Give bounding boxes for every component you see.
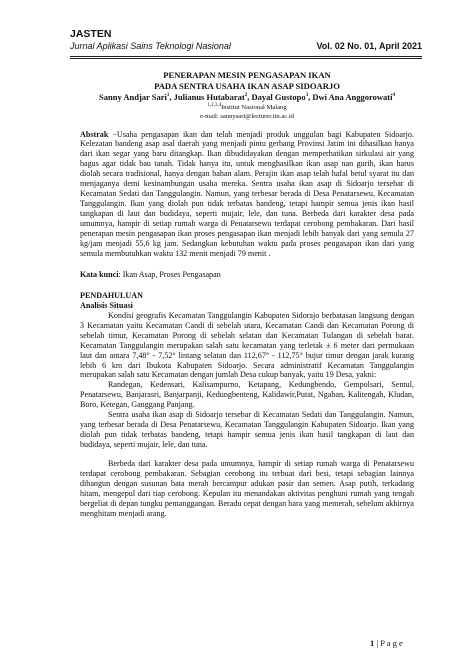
author-name: Sanny Andjar Sari xyxy=(99,91,167,102)
affiliation-name: Institut Nasional Malang xyxy=(221,104,287,112)
corresponding-email: e-mail: sannysari@lecturer.itn.ac.id xyxy=(200,112,294,120)
affiliation xyxy=(80,102,414,112)
page-label: | P a g e xyxy=(374,638,403,648)
keywords-label: Kata kunci xyxy=(80,269,119,279)
paragraph-gap xyxy=(80,450,414,459)
author-name: Julianus Hutabarat xyxy=(173,91,245,102)
author-separator: , xyxy=(247,91,252,102)
abstract-text: −Usaha pengasapan ikan dan telah menjadi produk unggulan bagi Kabupaten Sidoarjo. Kelezatan bandeng asap asal daerah yang menjadi pintu gerbang Provinsi Jatim ini dihasilkan hanya dari ikan segar yang baru ditangkap. Ikan dibudidayakan dengan memperhatikan sirkulasi air yang bagus agar tidak bau tanah. Tidak hanya itu, untuk menghasilkan ikan asap nan gurih, ikan harus diolah secara tradisional, hanya dengan bahan alam. Perajin ikan asap telah hafal betul syarat itu dan menjaganya demi kesinambungan usaha mereka. Sentra usaha ikan asap di Sidoarjo tersebar di Kecamatan Sedati dan Tanggulangin. Namun, yang terbesar berada di Desa Penatarsewu, Kecamatan Tanggulangin. Ikan yang diolah pun tidak terbatas bandeng, tetapi hampir semua jenis ikan hasil tangkapan di laut dan budidaya, seperti mujair, lele, dan tuna. Berbeda dari karakter desa pada umumnya, hampir di setiap rumah warga di Penatarsewu terdapat cerobong pembakaran. Dari hasil penerapan mesin pengasapan ikan proses pengasapan ikan menjadi lebih banyak dari yang semula 27 kg/jam menjadi 55,6 kg jam. Sedangkan kebutuhan waktu pada proses pengasapan ikan dari yang semula membutuhkan waktu 132 menit menjadi 79 menit . xyxy=(80,129,414,258)
author-list xyxy=(80,91,414,102)
subsection-heading: Analisis Situasi xyxy=(80,300,133,310)
body-paragraph: Kondisi geografis Kecamatan Tanggulangin Kabupaten Sidorajo berbatasan langsung dengan 3 Kecamatan yaitu Kecamatan Candi di sebelah utara, Kecamatan Candi dan Kecamatan Porong di sebelah timur, Kecamatan Porong di sebelah selatan dan Kecamatan Tulangan di sebelah barat. Kecamatan Tanggulangin merupakan salah satu kecamatan yang terletak ± 6 meter dari permukaan laut dan antara 7,48° - 7,52° lintang selatan dan 112,67° - 112,75° bujur timur dengan jarak kurang lebih 6 km dari Ibukota Kabupaten Sidoarjo. Secara administratif Kecamatan Tanggulangin merupakan salah satu Kecamatan dengan jumlah Desa cukup banyak, yaitu 19 Desa, yakni: xyxy=(80,310,414,380)
author-separator: , xyxy=(169,91,174,102)
section-heading: PENDAHULUAN xyxy=(80,290,143,300)
header-rule-bottom xyxy=(70,58,422,59)
journal-subtitle-row xyxy=(70,40,422,52)
author-affil-mark: 4 xyxy=(392,93,395,98)
affiliation-mark: 1,2,3,4 xyxy=(207,103,222,109)
abstract xyxy=(80,130,414,259)
journal-name: JASTEN xyxy=(70,28,112,40)
abstract-label: Abstrak xyxy=(80,129,109,139)
header-rule-top xyxy=(70,56,422,57)
author-affil-mark: 3 xyxy=(305,93,309,98)
journal-header xyxy=(70,28,422,52)
village-list-paragraph: Randegan, Kedensari, Kalisampurno, Ketapang, Kedungbendo, Gempolsari, Sentul, Penatarsewu, Banjarasri, Banjarpanji, Kedungbenteng, Kalidawir,Putat, Ngaban, Kalitengah, Kludan, Boro, Ketegan, Ganggang Panjang. xyxy=(80,380,414,410)
body-paragraph: Berbeda dari karakter desa pada umumnya, hampir di setiap rumah warga di Penatarsewu terdapat cerobong pembakaran. Sebagian cerobong itu terbuat dari besi, tetapi sebagian lainnya dibangun dengan susunan bata merah bercampur adukan pasir dan semen. Asap putih, terkadang hitam, mengepul dari tiap cerobong. Kepulan itu menandakan aktivitas penghuni rumah yang tengah bergeliat di depan tungku pemanggangan. Beradu cepat dengan bara yang memerah, sebelum akhirnya menghitam menjadi arang. xyxy=(80,459,414,518)
author-affil-mark: 2 xyxy=(244,93,248,98)
author-name: Dayal Gustopo xyxy=(251,91,306,102)
author-name: Dwi Ana Anggorowati xyxy=(312,91,393,102)
journal-volume: Vol. 02 No. 01, April 2021 xyxy=(316,41,422,51)
keywords-text: : Ikan Asap, Proses Pengasapan xyxy=(118,269,221,279)
author-separator: , xyxy=(308,91,313,102)
keywords xyxy=(80,270,414,280)
article-content xyxy=(80,70,414,519)
body-paragraph: Sentra usaha ikan asap di Sidoarjo tersebar di Kecamatan Sedati dan Tanggulangin. Namun, yang terbesar berada di Desa Penatarsewu, Kecamatan Tanggulangin Kabupaten Sidoarjo. Ikan yang diolah pun tidak terbatas bandeng, tetapi hampir semua jenis ikan hasil tangkapan di laut dan budidaya, seperti mujair, lele, dan tuna. xyxy=(80,410,414,450)
author-affil-mark: 1 xyxy=(166,93,170,98)
article-title-line-1: PENERAPAN MESIN PENGASAPAN IKAN xyxy=(163,70,331,80)
journal-full-title: Jurnal Aplikasi Sains Teknologi Nasional xyxy=(70,41,231,51)
page-number: 1 xyxy=(370,638,375,648)
article-title-line-2: PADA SENTRA USAHA IKAN ASAP SIDOARJO xyxy=(154,80,340,91)
page-footer xyxy=(370,638,403,648)
